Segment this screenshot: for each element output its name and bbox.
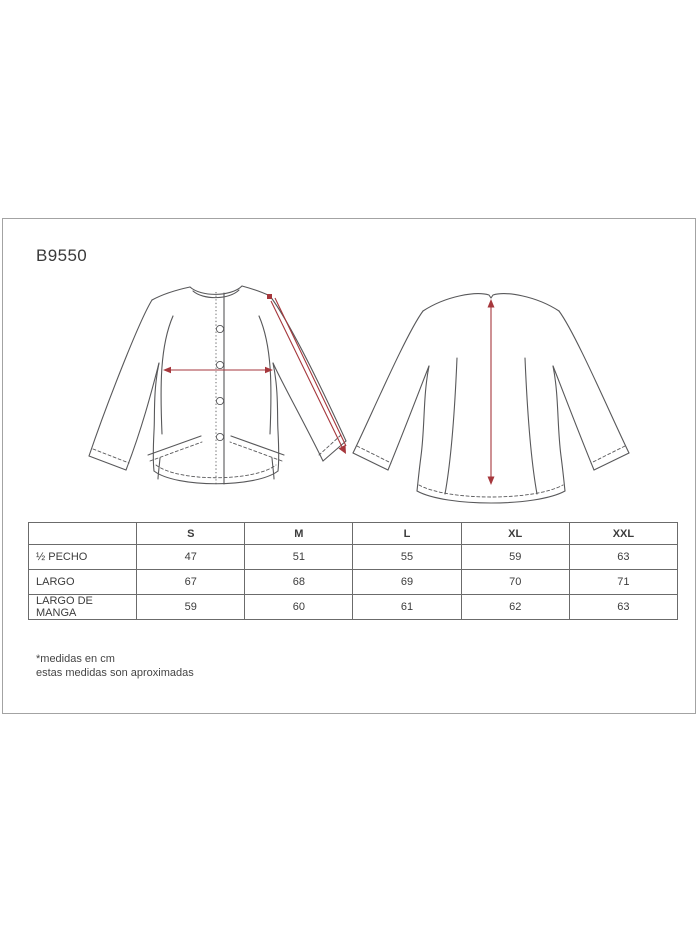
size-column-header: XXL xyxy=(569,523,677,545)
size-table-header xyxy=(29,523,678,545)
size-value-cell: 59 xyxy=(137,595,245,620)
size-value-cell: 60 xyxy=(245,595,353,620)
size-value-cell: 61 xyxy=(353,595,461,620)
body-length-arrow xyxy=(488,299,495,485)
size-value-cell: 55 xyxy=(353,545,461,570)
size-column-header: M xyxy=(245,523,353,545)
size-table-header-row xyxy=(29,523,678,545)
size-value-cell: 67 xyxy=(137,570,245,595)
size-value-cell: 68 xyxy=(245,570,353,595)
footnote-approx: estas medidas son aproximadas xyxy=(36,667,194,679)
measurement-row xyxy=(29,545,678,570)
button-icon xyxy=(216,325,223,332)
measure-label-cell: LARGO xyxy=(29,570,137,595)
size-value-cell: 63 xyxy=(569,595,677,620)
size-value-cell: 69 xyxy=(353,570,461,595)
measurement-row xyxy=(29,570,678,595)
corner-header-cell xyxy=(29,523,137,545)
size-table xyxy=(28,522,678,620)
size-value-cell: 47 xyxy=(137,545,245,570)
product-code: B9550 xyxy=(36,246,88,265)
size-value-cell: 59 xyxy=(461,545,569,570)
button-icon xyxy=(216,361,223,368)
jacket-front-drawing xyxy=(89,286,346,486)
size-column-header: XL xyxy=(461,523,569,545)
size-value-cell: 70 xyxy=(461,570,569,595)
measure-label-cell: LARGO DE MANGA xyxy=(29,595,137,620)
garment-technical-drawing xyxy=(51,266,651,516)
size-column-header: S xyxy=(137,523,245,545)
measurement-row xyxy=(29,595,678,620)
measure-label-cell: ½ PECHO xyxy=(29,545,137,570)
size-value-cell: 71 xyxy=(569,570,677,595)
size-column-header: L xyxy=(353,523,461,545)
footnote-units: *medidas en cm xyxy=(36,653,115,665)
size-value-cell: 63 xyxy=(569,545,677,570)
button-icon xyxy=(216,397,223,404)
size-value-cell: 62 xyxy=(461,595,569,620)
spec-sheet xyxy=(2,218,696,714)
size-table-body xyxy=(29,545,678,620)
footnotes xyxy=(36,652,194,680)
button-icon xyxy=(216,433,223,440)
size-value-cell: 51 xyxy=(245,545,353,570)
